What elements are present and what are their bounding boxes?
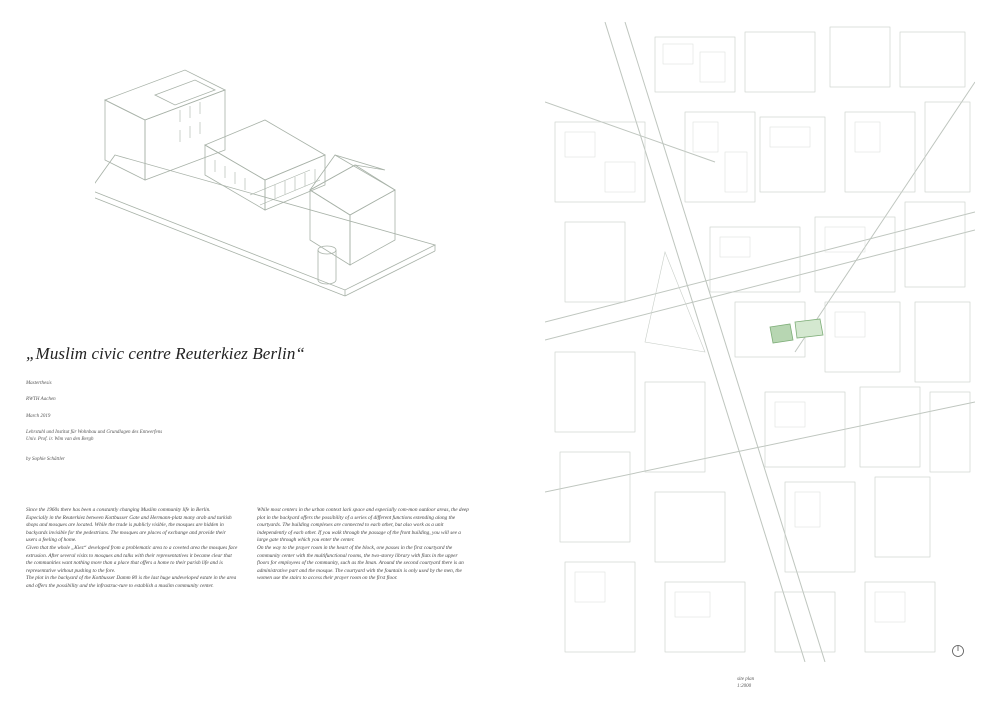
paragraph: Given that the whole „Kiez“ developed from a problematic area to a coveted area the mosques face extrusion. After several visits to mosques and talks with their representatives it became clear that the communities want nothing more than a place that offers a home to their parish life and is representative without pushing to the fore. [26, 544, 238, 574]
project-site-highlight [770, 324, 793, 343]
meta-date: March 2019 [26, 414, 51, 419]
body-text-right [257, 507, 469, 583]
plan-label [737, 676, 754, 690]
north-arrow-icon [951, 644, 965, 658]
paragraph: Since the 1960s there has been a constantly changing Muslim community life in Berlin. [26, 507, 211, 513]
body-text-left [26, 507, 238, 591]
meta-university: RWTH Aachen [26, 397, 56, 402]
site-plan-map [545, 22, 975, 662]
paragraph: Especially in the Reuterkiez between Kottbusser Gate and Hermann-platz many arab and turkish shops and mosques are located. While the trade is publicly visible, the mosques are hidden in backyards invisible for the pedestrians. The mosques are places of exchange and provide their users a feeling of home. [26, 514, 232, 544]
paragraph: On the way to the prayer room in the heart of the block, one passes in the first courtyard the community center with the multifunctional rooms, the two-storey library with flats in the upper floors for employees of the community, such as the Iman. Around the second courtyard there is an administrative part and the mosque. The courtyard with the fountain is only used by the men, the women use the stairs to access their prayer room on the first floor. [257, 544, 464, 582]
meta-chair-line2: Univ. Prof. ir. Wim van den Bergh [26, 437, 94, 442]
paragraph: The plot in the backyard of the Kottbusser Damm 80 is the last huge undeveloped estate in the area and offers the possibility and the infrastruc-ture to establish a muslim community center. [26, 575, 237, 589]
meta-chair-line1: Lehrstuhl und Institut für Wohnbau und Grundlagen des Entwerfens [26, 430, 163, 435]
axonometric-drawing [95, 60, 455, 320]
plan-label-scale: 1:2000 [737, 684, 752, 689]
project-title: „Muslim civic centre Reuterkiez Berlin“ [26, 344, 305, 363]
paragraph: While most centers in the urban context lack space and especially com-mon outdoor areas, the deep plot in the backyard offers the possibility of a series of different functions extending along the courtyards. The building complexes are connected to each other, but also work as a unit independently of each other. If you walk through the passage of the front building, you will see a large gate through which you enter the center. [257, 507, 469, 544]
plan-label-title: site plan [737, 677, 755, 682]
meta-thesis: Masterthesis [26, 381, 52, 386]
meta-author: by Sophie Schättler [26, 457, 65, 462]
